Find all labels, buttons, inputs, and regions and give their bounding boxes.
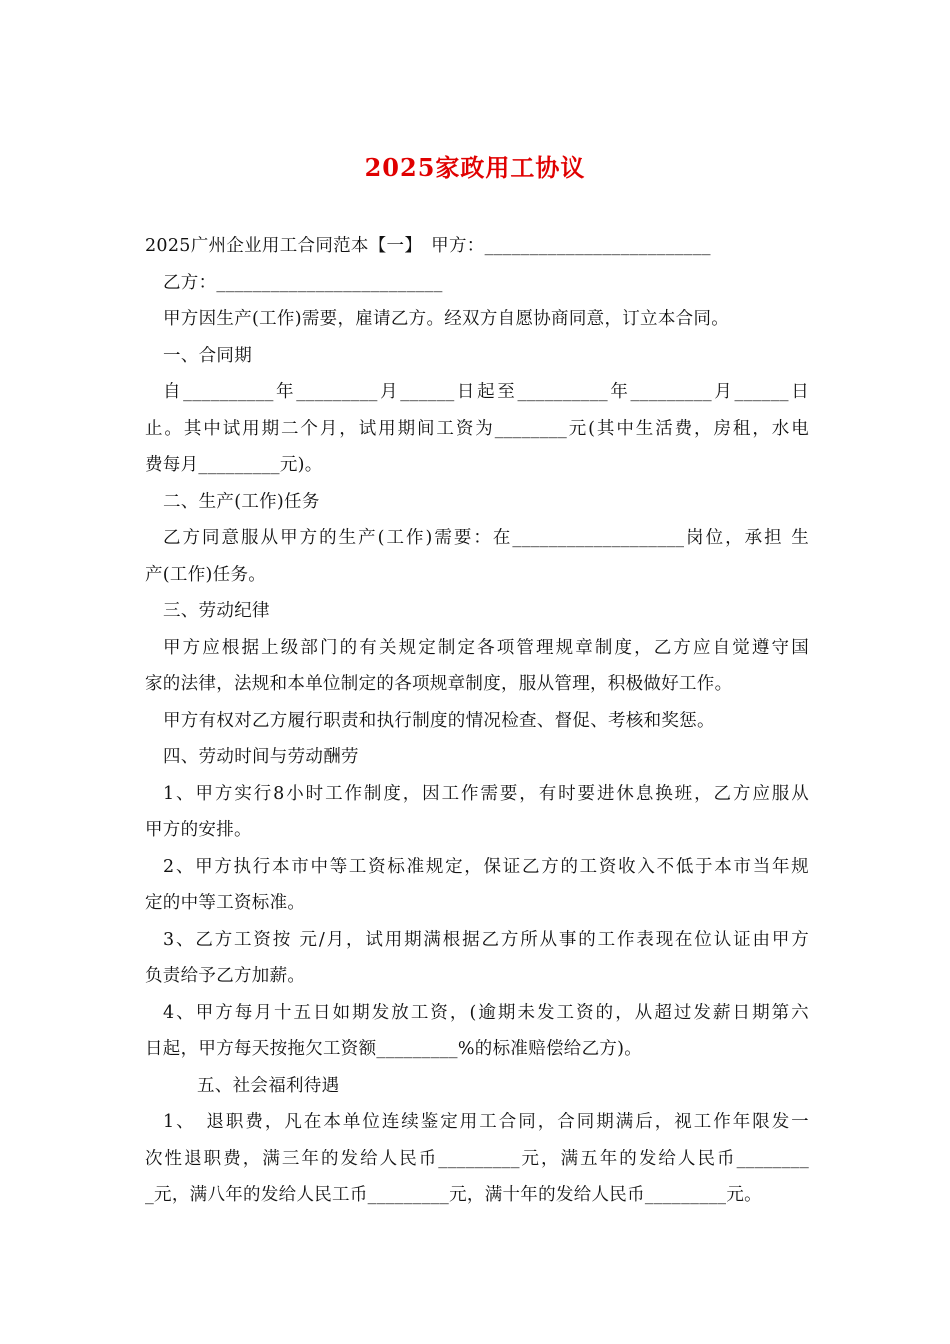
paragraph-line: 1、 退职费，凡在本单位连续鉴定用工合同，合同期满后，视工作年限发一 (163, 1112, 809, 1132)
paragraph-line: 产(工作)任务。 (145, 564, 267, 585)
paragraph-line: 2、甲方执行本市中等工资标准规定，保证乙方的工资收入不低于本市当年规 (163, 856, 809, 877)
section-heading: 一、合同期 (163, 345, 252, 366)
paragraph-line: 定的中等工资标准。 (145, 893, 306, 913)
paragraph-line: 甲方的安排。 (145, 820, 252, 840)
preamble-line: 甲方因生产(工作)需要，雇请乙方。经双方自愿协商同意，订立本合同。 (163, 309, 730, 329)
paragraph-line: 止。其中试用期二个月，试用期间工资为________元(其中生活费，房租，水电 (145, 418, 809, 439)
document-title: 2025家政用工协议 (364, 153, 586, 182)
paragraph-line: 甲方有权对乙方履行职责和执行制度的情况检查、督促、考核和奖惩。 (163, 710, 715, 731)
paragraph-line: 日起，甲方每天按拖欠工资额_________%的标准赔偿给乙方)。 (145, 1039, 643, 1059)
section-heading: 二、生产(工作)任务 (163, 491, 320, 512)
paragraph-line: 乙方同意服从甲方的生产(工作)需要：在___________________岗位，承担 生 (163, 528, 809, 548)
section-heading: 三、劳动纪律 (163, 601, 270, 621)
section-heading: 五、社会福利待遇 (197, 1075, 340, 1096)
paragraph-line: _元，满八年的发给人民工币_________元，满十年的发给人民币_________元。 (145, 1185, 762, 1205)
document-body (145, 228, 809, 1214)
paragraph-line: 3、乙方工资按 元/月，试用期满根据乙方所从事的工作表现在位认证由甲方 (163, 929, 809, 950)
paragraph-line: 1、甲方实行8小时工作制度，因工作需要，有时要进休息换班，乙方应服从 (163, 783, 809, 804)
paragraph-line: 次性退职费，满三年的发给人民币_________元，满五年的发给人民币________ (145, 1148, 809, 1169)
paragraph-line: 自__________年_________月______日起至__________年_________月______日 (163, 382, 809, 402)
paragraph-line: 家的法律，法规和本单位制定的各项规章制度，服从管理，积极做好工作。 (145, 674, 733, 694)
paragraph-line: 甲方应根据上级部门的有关规定制定各项管理规章制度，乙方应自觉遵守国 (163, 637, 809, 658)
paragraph-line: 4、甲方每月十五日如期发放工资，(逾期未发工资的，从超过发薪日期第六 (163, 1002, 809, 1023)
party-b-line: 乙方：_________________________ (163, 272, 443, 293)
paragraph-line: 负责给予乙方加薪。 (145, 966, 306, 986)
party-a-line: 2025广州企业用工合同范本【一】 甲方：_________________________ (145, 236, 711, 256)
paragraph-line: 费每月_________元)。 (145, 455, 323, 475)
section-heading: 四、劳动时间与劳动酬劳 (163, 747, 359, 767)
